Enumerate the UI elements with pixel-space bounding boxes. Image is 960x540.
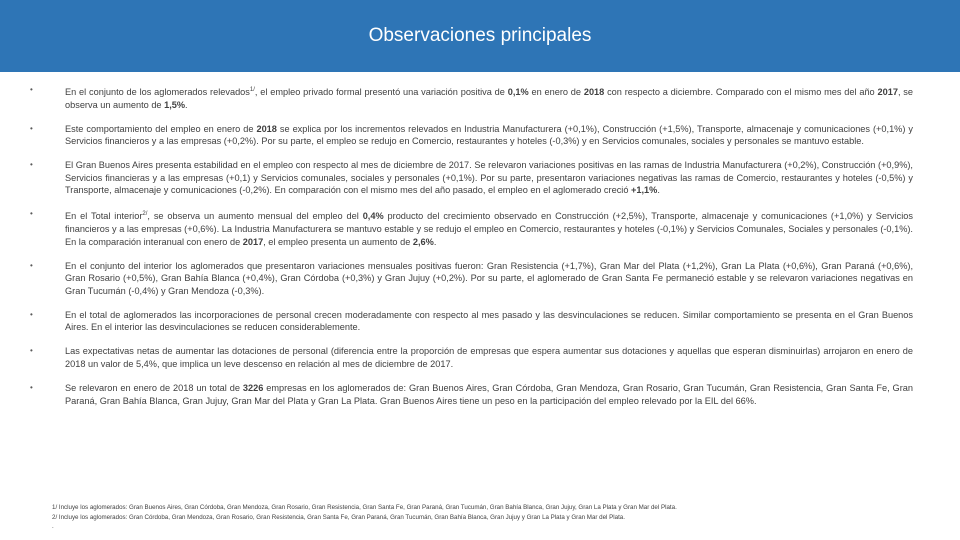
observation-text: 3226 — [242, 382, 264, 393]
footnote-line: . — [52, 523, 54, 530]
bullet-marker: • — [30, 309, 33, 319]
observation-text: 0,1% — [507, 87, 529, 98]
observation-text: Las expectativas netas de aumentar las dotaciones de personal (diferencia entre la proporción de empresas que espera aumentar sus dotaciones y aquellas que esperan disminuirlas) arrojaron en enero de 2018 un valor de 5,4%, que implica un leve descenso en relación al mes de diciembre de 2017. — [65, 346, 913, 369]
observation-item — [30, 84, 913, 111]
observation-text: +1,1% — [631, 185, 658, 196]
observation-text: El Gran Buenos Aires presenta estabilidad en el empleo con respecto al mes de diciembre de 2017. Se relevaron variaciones positivas en las ramas de Industria Manufacturera (+0,2%), Construcción (+0,9%), Servicios financieras y a las empresas (+0,1) y Servicios comunales, sociales y personales (+0,1%). Por su parte, presentaron variaciones negativas las ramas de Comercio, restaurantes y hoteles (-0,5%) y Transporte, almacenaje y comunicaciones (-0,2%). En comparación con el mismo mes del año pasado, el empleo en el aglomerado creció — [65, 160, 913, 196]
observation-text: 2017 — [242, 236, 264, 247]
observation-text: En el conjunto de los aglomerados relevados — [65, 87, 250, 98]
footnotes — [52, 503, 932, 532]
observation-item — [30, 382, 913, 407]
bullet-marker: • — [30, 123, 33, 133]
observation-item — [30, 123, 913, 148]
observation-text: producto del crecimiento observado en Construcción (+2,5%), Transporte, almacenaje y comunicaciones (+1,0%) y Servicios financieros y a las empresas (+0,6%). La Industria Manufacturera se mantuvo estable y se redujo el empleo en Comercio, restaurantes y hoteles (-0,1%) y Servicios Comunales, Sociales y personales (-0,1%). En la comparación interanual con enero de — [65, 211, 913, 247]
bullet-marker: • — [30, 160, 33, 170]
page-title: Observaciones principales — [368, 25, 592, 46]
footnote-line: 2/ Incluye los aglomerados: Gran Córdoba, Gran Mendoza, Gran Rosario, Gran Resistencia, Gran Santa Fe, Gran Paraná, Gran Tucumán, Gran Bahía Blanca, Gran Jujuy y Gran La Plata y Gran Mar del Plata. — [52, 513, 625, 521]
footnote-ref: 2/ — [142, 211, 148, 218]
header-bar — [0, 0, 960, 72]
bullet-marker: • — [30, 260, 33, 270]
observation-text: Se relevaron en enero de 2018 un total de — [65, 382, 243, 393]
observation-item — [30, 208, 913, 248]
observation-item — [30, 309, 913, 334]
observation-text: En el Total interior — [65, 211, 143, 222]
bullet-marker: • — [30, 346, 33, 356]
observation-text: en enero de — [528, 87, 584, 98]
observation-text: , se observa un aumento de — [65, 87, 914, 110]
observation-text: con respecto a diciembre. Comparado con el mismo mes del año — [604, 87, 878, 98]
observation-text: 0,4% — [362, 211, 384, 222]
observation-text: se explica por los incrementos relevados en Industria Manufacturera (+0,1%), Construcción (+1,5%), Transporte, almacenaje y comunicaciones (+0,1%) y Servicios financieros y a las empresas (+0,2%). Por su parte, el empleo se redujo en Comercio, restaurantes y hoteles (-0,3%) y en Servicios comunales, sociales y personales se mantuvo estable. — [65, 123, 913, 147]
observation-text: . — [433, 236, 437, 247]
observation-text: , el empleo privado formal presentó una variación positiva de — [254, 87, 508, 98]
footnote-line: 1/ Incluye los aglomerados: Gran Buenos Aires, Gran Córdoba, Gran Mendoza, Gran Rosario, Gran Resistencia, Gran Santa Fe, Gran Paraná, Gran Tucumán, Gran Bahía Blanca, Gran Jujuy, Gran La Plata y Gran Mar del Plata. — [52, 504, 677, 511]
observation-item — [30, 260, 913, 298]
observation-text: En el total de aglomerados las incorporaciones de personal crecen moderadamente con respecto al mes pasado y las desvinculaciones se reducen. Similar comportamiento se presenta en el Gran Buenos Aires. En el interior las desvinculaciones se reducen considerablemente. — [65, 309, 913, 333]
bullet-marker: • — [30, 85, 33, 94]
footnote-ref: 1/ — [249, 87, 255, 93]
observation-text: 2017 — [877, 87, 898, 98]
observations-list — [30, 84, 913, 419]
observation-text: 2018 — [256, 123, 277, 134]
observation-text: En el conjunto del interior los aglomerados que presentaron variaciones mensuales positivas fueron: Gran Resistencia (+1,7%), Gran Mar del Plata (+1,2%), Gran La Plata (+0,6%), Gran Paraná (+0,6%), Gran Rosario (+0,5%), Gran Bahía Blanca (+0,4%), Gran Córdoba (+0,3%) y Gran Jujuy (+0,2%). Por su parte, el aglomerado de Gran Santa Fe permaneció estable y se relevaron variaciones negativas en Gran Tucumán (-0,4%) y Gran Mendoza (-0,3%). — [65, 260, 913, 296]
observation-text: 2,6% — [412, 236, 434, 247]
observation-text: Este comportamiento del empleo en enero de — [65, 123, 257, 134]
observation-item — [30, 345, 913, 370]
observation-text: 1,5% — [164, 99, 186, 110]
observation-text: . — [185, 99, 188, 110]
observation-text: . — [657, 185, 660, 196]
observation-text: , se observa un aumento mensual del empleo del — [147, 211, 363, 222]
observation-text: 2018 — [583, 87, 605, 98]
bullet-marker: • — [30, 209, 33, 219]
observation-text: empresas en los aglomerados de: Gran Buenos Aires, Gran Córdoba, Gran Mendoza, Gran Rosario, Gran Tucumán, Gran Resistencia, Gran Santa Fe, Gran Paraná, Gran Bahía Blanca, Gran Jujuy, Gran Mar del Plata y Gran La Plata. Gran Buenos Aires tiene un peso en la participación del empleo relevado por la EIL del 66%. — [65, 382, 913, 406]
bullet-marker: • — [30, 382, 33, 392]
observation-item — [30, 159, 913, 197]
observation-text: , el empleo presenta un aumento de — [263, 236, 413, 247]
